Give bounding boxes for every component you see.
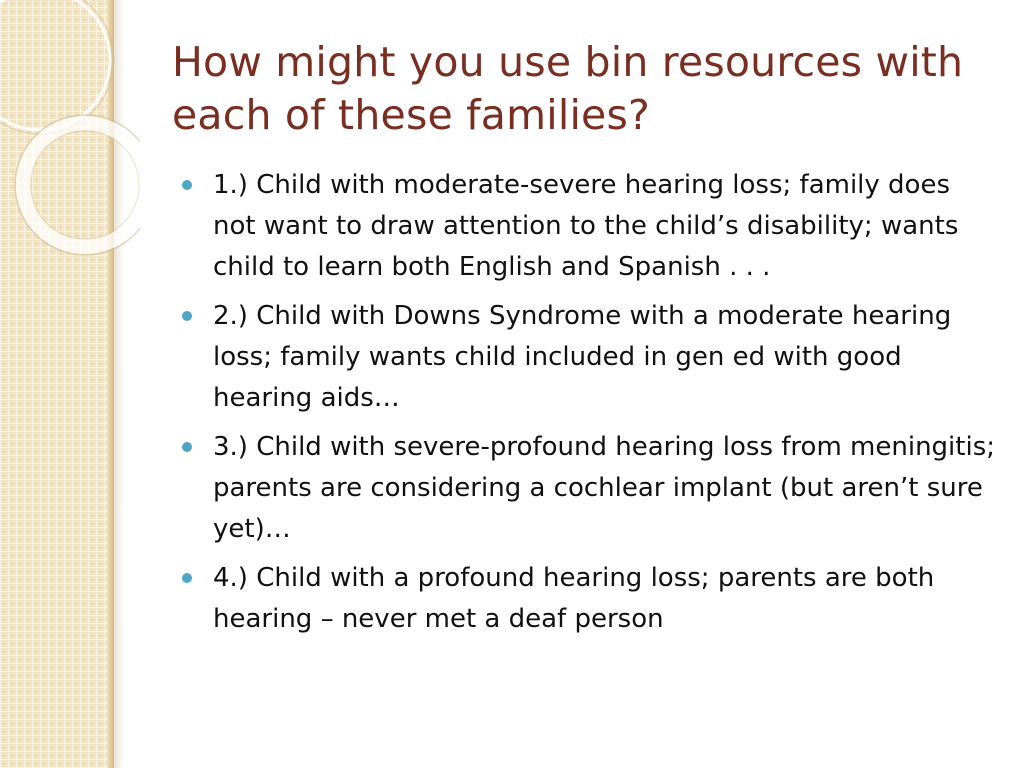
list-item-text: 4.) Child with a profound hearing loss; parents are both hearing – never met a deaf person [213,563,935,634]
list-item [182,558,997,640]
list-item [182,296,997,419]
dot-icon [182,573,192,583]
list-item-text: 2.) Child with Downs Syndrome with a moderate hearing loss; family wants child included in gen ed with good hearing aids… [213,301,952,413]
list-item [182,427,997,550]
dot-icon [182,442,192,452]
dot-icon [182,180,192,190]
bullet-list [182,165,997,648]
list-item-text: 3.) Child with severe-profound hearing loss from meningitis; parents are considering a cochlear implant (but aren’t sure yet)… [213,432,996,544]
dot-icon [182,311,192,321]
list-item [182,165,997,288]
slide-title: How might you use bin resources with each of these families? [172,38,964,140]
list-item-text: 1.) Child with moderate-severe hearing loss; family does not want to draw attention to the child’s disability; wants child to learn both English and Spanish . . . [213,170,959,282]
decorative-circles-icon [0,0,140,260]
